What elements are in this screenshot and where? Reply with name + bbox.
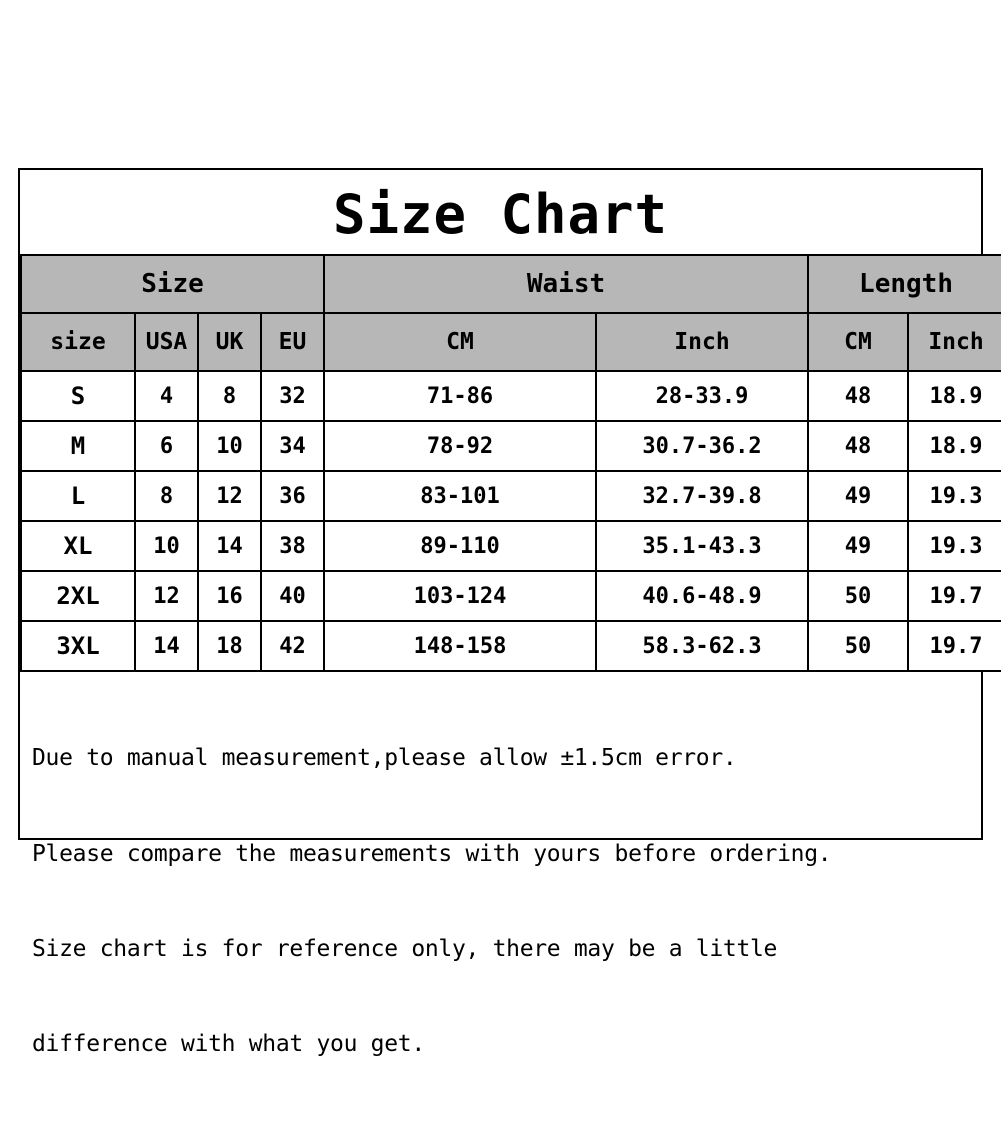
cell-usa: 4	[135, 371, 198, 421]
cell-size: L	[21, 471, 135, 521]
cell-waist-cm: 71-86	[324, 371, 596, 421]
cell-uk: 18	[198, 621, 261, 671]
cell-uk: 16	[198, 571, 261, 621]
column-header-waist-inch: Inch	[596, 313, 808, 371]
cell-size: 2XL	[21, 571, 135, 621]
cell-eu: 42	[261, 621, 324, 671]
cell-waist-inch: 28-33.9	[596, 371, 808, 421]
cell-eu: 40	[261, 571, 324, 621]
cell-waist-inch: 40.6-48.9	[596, 571, 808, 621]
column-header-eu: EU	[261, 313, 324, 371]
cell-length-inch: 19.3	[908, 471, 1001, 521]
page-title: Size Chart	[332, 183, 669, 246]
cell-length-cm: 50	[808, 571, 908, 621]
table-row	[21, 521, 1001, 571]
disclaimer-notes	[20, 672, 981, 1124]
table-row	[21, 371, 1001, 421]
note-line-1: Due to manual measurement,please allow ±1.5cm error.	[32, 745, 737, 772]
size-chart-table	[20, 254, 1001, 672]
table-header	[21, 255, 1001, 371]
cell-length-inch: 19.7	[908, 621, 1001, 671]
cell-length-inch: 18.9	[908, 421, 1001, 471]
cell-eu: 34	[261, 421, 324, 471]
column-header-uk: UK	[198, 313, 261, 371]
size-chart-card	[18, 168, 984, 1058]
note-line-2: Please compare the measurements with yours before ordering.	[32, 840, 832, 867]
cell-waist-cm: 78-92	[324, 421, 596, 471]
table-sub-header-row	[21, 313, 1001, 371]
table-group-header-row	[21, 255, 1001, 313]
cell-length-cm: 48	[808, 371, 908, 421]
column-header-size: size	[21, 313, 135, 371]
table-row	[21, 471, 1001, 521]
cell-usa: 6	[135, 421, 198, 471]
cell-size: XL	[21, 521, 135, 571]
cell-uk: 14	[198, 521, 261, 571]
cell-eu: 32	[261, 371, 324, 421]
column-header-length-inch: Inch	[908, 313, 1001, 371]
group-header-size: Size	[21, 255, 324, 313]
table-row	[21, 421, 1001, 471]
group-header-waist: Waist	[324, 255, 808, 313]
cell-length-cm: 49	[808, 521, 908, 571]
cell-length-inch: 19.7	[908, 571, 1001, 621]
cell-uk: 12	[198, 471, 261, 521]
cell-waist-inch: 32.7-39.8	[596, 471, 808, 521]
cell-waist-inch: 30.7-36.2	[596, 421, 808, 471]
note-line-3: Size chart is for reference only, there may be a little	[32, 935, 778, 962]
cell-waist-inch: 35.1-43.3	[596, 521, 808, 571]
column-header-length-cm: CM	[808, 313, 908, 371]
table-row	[21, 571, 1001, 621]
table-body	[21, 371, 1001, 671]
table-row	[21, 621, 1001, 671]
cell-usa: 10	[135, 521, 198, 571]
cell-waist-cm: 103-124	[324, 571, 596, 621]
cell-waist-cm: 83-101	[324, 471, 596, 521]
column-header-waist-cm: CM	[324, 313, 596, 371]
cell-length-inch: 19.3	[908, 521, 1001, 571]
cell-usa: 14	[135, 621, 198, 671]
cell-uk: 8	[198, 371, 261, 421]
note-line-4: difference with what you get.	[32, 1031, 425, 1058]
cell-waist-cm: 89-110	[324, 521, 596, 571]
cell-length-inch: 18.9	[908, 371, 1001, 421]
cell-eu: 38	[261, 521, 324, 571]
cell-waist-inch: 58.3-62.3	[596, 621, 808, 671]
cell-uk: 10	[198, 421, 261, 471]
cell-length-cm: 49	[808, 471, 908, 521]
cell-size: 3XL	[21, 621, 135, 671]
cell-size: S	[21, 371, 135, 421]
cell-waist-cm: 148-158	[324, 621, 596, 671]
column-header-usa: USA	[135, 313, 198, 371]
cell-eu: 36	[261, 471, 324, 521]
cell-usa: 8	[135, 471, 198, 521]
cell-size: M	[21, 421, 135, 471]
cell-length-cm: 50	[808, 621, 908, 671]
group-header-length: Length	[808, 255, 1001, 313]
cell-usa: 12	[135, 571, 198, 621]
cell-length-cm: 48	[808, 421, 908, 471]
